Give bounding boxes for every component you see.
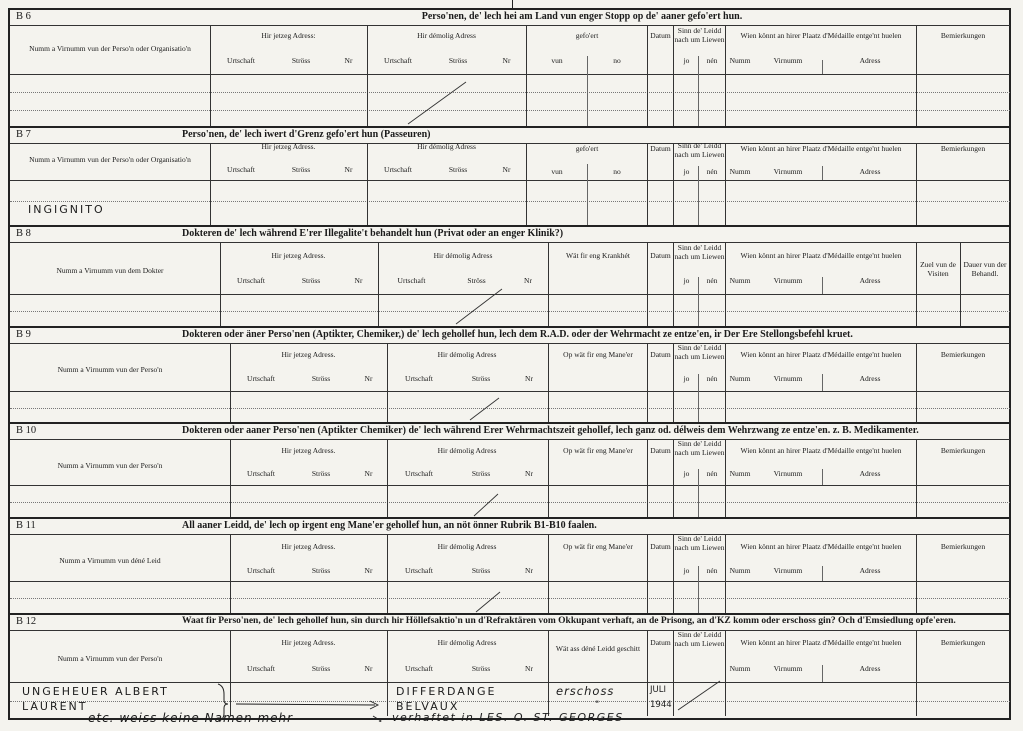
col-remarks: Bemierkungen — [940, 542, 986, 551]
col-medal-address: Adress — [859, 469, 881, 478]
col-medal-address: Adress — [859, 167, 881, 176]
col-manner: Op wät fir eng Mane'er — [563, 542, 633, 551]
col-date: Datum — [650, 638, 671, 647]
col-yes: jo — [683, 56, 690, 65]
col-medal-address: Adress — [859, 374, 881, 383]
handwritten-name-2: LAURENT — [22, 700, 88, 713]
section-title: All aaner Leidd, de' lech op irgent eng Mane'er gehollef hun, an nöt önner Rubrik B1-B10 faalen. — [182, 520, 597, 531]
col-medal-address: Adress — [859, 276, 881, 285]
col-street: Ströss — [471, 566, 491, 575]
section-code: B 6 — [16, 11, 31, 22]
col-meaning: Sinn de' Leidd nach um Liewen — [674, 343, 725, 361]
col-name: Numm a Virnumm vun déné Leid — [59, 556, 161, 565]
col-street: Ströss — [291, 165, 311, 174]
col-locality: Urtschaft — [405, 566, 433, 575]
col-locality: Urtschaft — [237, 276, 265, 285]
handwritten-name: INGIGNITO — [28, 203, 105, 216]
col-medal-address: Adress — [859, 566, 881, 575]
col-locality: Urtschaft — [227, 56, 255, 65]
handwritten-name-1: UNGEHEUER ALBERT — [22, 685, 169, 698]
col-locality: Urtschaft — [247, 469, 275, 478]
col-number: Nr — [524, 276, 532, 285]
col-meaning: Sinn de' Leidd nach um Liewen — [674, 534, 725, 552]
col-locality: Urtschaft — [405, 469, 433, 478]
col-medal-first-name: Virnumm — [773, 469, 803, 478]
col-to: no — [613, 56, 621, 65]
col-number: Nr — [364, 374, 373, 383]
col-no: nén — [706, 56, 718, 65]
section-title: Perso'nen, de' lech hei am Land vun enger Stopp op de' aaner gefo'ert hun. — [421, 11, 743, 22]
col-number: Nr — [525, 664, 533, 673]
strike-mark — [678, 681, 720, 710]
section-code: B 8 — [16, 228, 31, 239]
arrow-line — [236, 704, 375, 705]
handwritten-event: erschoss — [556, 684, 615, 698]
col-medal-first-name: Virnumm — [773, 276, 803, 285]
col-street: Ströss — [467, 276, 486, 285]
col-meaning: Sinn de' Leidd nach um Liewen — [674, 141, 725, 159]
top-tick-mark — [512, 0, 513, 8]
col-what-happened: Wät ass déné Leidd geschitt — [555, 644, 641, 653]
col-number: Nr — [344, 56, 353, 65]
col-medal: Wien könnt an hirer Plaatz d'Médaille entge'nt huelen — [740, 144, 902, 153]
col-current-address: Hir jetzeg Adress. — [281, 446, 336, 455]
col-name: Numm a Virnumm vun der Perso'n — [57, 365, 163, 374]
col-number: Nr — [364, 664, 373, 673]
col-medal-name: Numm — [729, 374, 751, 383]
col-former-address: Hir démolig Adress — [417, 142, 476, 151]
col-remarks: Bemierkungen — [940, 31, 986, 40]
col-street: Ströss — [311, 469, 331, 478]
col-name: Numm a Virnumm vun der Perso'n oder Organisatio'n — [29, 44, 191, 53]
col-locality: Urtschaft — [405, 664, 433, 673]
col-manner: Op wät fir eng Mane'er — [563, 446, 633, 455]
col-date: Datum — [650, 144, 671, 153]
section-title: Dokteren oder aaner Perso'nen (Aptikter Chemiker) de' lech während Erer Wehrmachtszeit gehollef, lech ganz od. délweis dem Wehrzwang ze entze'en. z. B. Medikamenter. — [182, 425, 919, 436]
col-date: Datum — [650, 251, 671, 260]
col-medal: Wien könnt an hirer Plaatz d'Médaille entge'nt huelen — [740, 638, 902, 647]
col-medal-first-name: Virnumm — [773, 664, 803, 673]
strike-mark — [470, 398, 499, 420]
col-current-address: Hir jetzeg Adress: — [261, 31, 316, 40]
col-medal-first-name: Virnumm — [773, 167, 803, 176]
handwritten-month: JULI — [650, 685, 666, 695]
col-manner: Op wät fir eng Mane'er — [563, 350, 633, 359]
section-code: B 7 — [16, 129, 31, 140]
col-former-address: Hir démolig Adress — [437, 638, 497, 647]
col-medal: Wien könnt an hirer Plaatz d'Médaille entge'nt huelen — [740, 350, 902, 359]
col-from: vun — [551, 167, 563, 176]
col-current-address: Hir jetzeg Adress. — [281, 638, 336, 647]
col-number: Nr — [502, 165, 511, 174]
arrow-head — [373, 716, 381, 722]
col-number: Nr — [525, 469, 533, 478]
col-medal-name: Numm — [729, 167, 751, 176]
col-meaning: Sinn de' Leidd nach um Liewen — [674, 439, 725, 457]
col-street: Ströss — [301, 276, 321, 285]
col-medal-first-name: Virnumm — [773, 374, 803, 383]
form-sheet — [8, 8, 1011, 720]
col-medal: Wien könnt an hirer Plaatz d'Médaille entge'nt huelen — [740, 542, 902, 551]
section-title: Perso'nen, de' lech iwert d'Grenz gefo'ert hun (Passeuren) — [182, 129, 431, 140]
col-meaning: Sinn de' Leidd nach um Liewen — [674, 243, 725, 261]
col-medal-address: Adress — [859, 664, 881, 673]
strike-mark — [456, 289, 502, 324]
col-current-address: Hir jetzeg Adress. — [281, 350, 336, 359]
section-title: Dokteren oder äner Perso'nen (Aptikter, Chemiker,) de' lech gehollef hun, lech dem R.A.D. oder der Wehrmacht ze entze'en, ir Der Ere Stellongsbefehl kruet. — [182, 329, 853, 340]
col-number: Nr — [525, 566, 533, 575]
col-date: Datum — [650, 31, 671, 40]
col-no: nén — [706, 167, 718, 176]
col-medal-name: Numm — [729, 469, 751, 478]
col-remarks: Bemierkungen — [940, 350, 986, 359]
col-date: Datum — [650, 350, 671, 359]
handwritten-place-1: DIFFERDANGE — [396, 685, 497, 698]
col-meaning: Sinn de' Leidd nach um Liewen — [674, 26, 725, 44]
col-remarks: Bemierkungen — [940, 638, 986, 647]
handwritten-ditto: " — [595, 700, 601, 710]
section-code: B 10 — [16, 425, 37, 436]
section-code: B 9 — [16, 329, 31, 340]
col-medal-name: Numm — [729, 56, 751, 65]
col-no: nén — [706, 566, 718, 575]
col-name: Numm a Virnumm vun dem Dokter — [56, 266, 164, 275]
strike-mark — [408, 82, 466, 124]
col-no: nén — [706, 276, 718, 285]
col-street: Ströss — [311, 374, 331, 383]
col-locality: Urtschaft — [247, 374, 275, 383]
col-guided: gefo'ert — [575, 144, 599, 153]
col-locality: Urtschaft — [247, 664, 275, 673]
col-medal: Wien könnt an hirer Plaatz d'Médaille entge'nt huelen — [740, 446, 902, 455]
section-title: Waat fir Perso'nen, de' lech gehollef hun, sin durch hir Höllefsaktio'n un d'Refraktären vom Okkupant verhaft, an de Prisong, an d'KZ komm oder erschoss gin? Och d'Emsiedlung opfe'eren. — [182, 616, 956, 626]
strike-mark — [476, 592, 500, 612]
col-number: Nr — [364, 566, 373, 575]
col-street: Ströss — [291, 56, 311, 65]
strike-mark — [474, 494, 498, 516]
col-locality: Urtschaft — [384, 165, 412, 174]
col-locality: Urtschaft — [384, 56, 412, 65]
col-no: nén — [706, 374, 718, 383]
col-medal: Wien könnt an hirer Plaatz d'Médaille entge'nt huelen — [740, 251, 902, 260]
section-title: Dokteren de' lech während E'rer Illegalite't behandelt hun (Privat oder an enger Klinik?) — [182, 228, 564, 239]
handwritten-place-2: BELVAUX — [396, 700, 460, 713]
col-remarks: Bemierkungen — [940, 446, 986, 455]
col-locality: Urtschaft — [405, 374, 433, 383]
col-current-address: Hir jetzeg Adress. — [271, 251, 326, 260]
col-name: Numm a Virnumm vun der Perso'n — [57, 654, 163, 663]
col-locality: Urtschaft — [397, 276, 426, 285]
section-code: B 11 — [16, 520, 36, 531]
col-number: Nr — [344, 165, 353, 174]
col-visits: Zuel vun de Visiten — [920, 260, 956, 278]
col-medal-name: Numm — [729, 664, 751, 673]
handwritten-bottom-note-2: verhaftet in LES. O. ST. GEORGES — [392, 711, 624, 724]
col-meaning: Sinn de' Leidd nach um Liewen — [674, 630, 725, 648]
col-street: Ströss — [311, 566, 331, 575]
col-yes: jo — [683, 167, 690, 176]
col-date: Datum — [650, 446, 671, 455]
col-former-address: Hir démolig Adress — [437, 542, 497, 551]
col-yes: jo — [683, 276, 690, 285]
section-code: B 12 — [16, 616, 37, 627]
col-street: Ströss — [471, 374, 491, 383]
col-former-address: Hir démolig Adress — [417, 31, 476, 40]
col-guided: gefo'ert — [575, 31, 599, 40]
handwritten-year: 1944 — [650, 700, 672, 710]
col-street: Ströss — [448, 165, 468, 174]
col-from: vun — [551, 56, 563, 65]
col-street: Ströss — [471, 469, 491, 478]
col-medal-first-name: Virnumm — [773, 566, 803, 575]
col-medal-address: Adress — [859, 56, 881, 65]
col-name: Numm a Virnumm vun der Perso'n — [57, 461, 163, 470]
col-number: Nr — [525, 374, 533, 383]
handwritten-bottom-note: etc. weiss keine Namen mehr — [88, 711, 294, 725]
col-street: Ströss — [311, 664, 331, 673]
col-to: no — [613, 167, 621, 176]
col-yes: jo — [683, 374, 690, 383]
col-former-address: Hir démolig Adress — [437, 350, 497, 359]
col-remarks: Bemierkungen — [940, 144, 986, 153]
col-medal-name: Numm — [729, 566, 751, 575]
col-yes: jo — [683, 469, 690, 478]
col-duration: Dauer vun der Behandl. — [963, 260, 1007, 278]
col-current-address: Hir jetzeg Adress. — [261, 142, 316, 151]
col-medal: Wien könnt an hirer Plaatz d'Médaille entge'nt huelen — [740, 31, 902, 40]
handwriting-marks — [10, 10, 1013, 722]
col-illness: Wät fir eng Krankhét — [566, 251, 630, 260]
col-medal-first-name: Virnumm — [773, 56, 803, 65]
col-former-address: Hir démolig Adress — [437, 446, 497, 455]
col-locality: Urtschaft — [227, 165, 255, 174]
col-medal-name: Numm — [729, 276, 751, 285]
col-no: nén — [706, 469, 718, 478]
col-street: Ströss — [448, 56, 468, 65]
col-name: Numm a Virnumm vun der Perso'n oder Organisatio'n — [29, 155, 191, 164]
col-former-address: Hir démolig Adress — [433, 251, 493, 260]
col-number: Nr — [354, 276, 363, 285]
col-number: Nr — [364, 469, 373, 478]
col-locality: Urtschaft — [247, 566, 275, 575]
col-date: Datum — [650, 542, 671, 551]
col-number: Nr — [502, 56, 511, 65]
col-street: Ströss — [471, 664, 491, 673]
col-yes: jo — [683, 566, 690, 575]
col-current-address: Hir jetzeg Adress. — [281, 542, 336, 551]
